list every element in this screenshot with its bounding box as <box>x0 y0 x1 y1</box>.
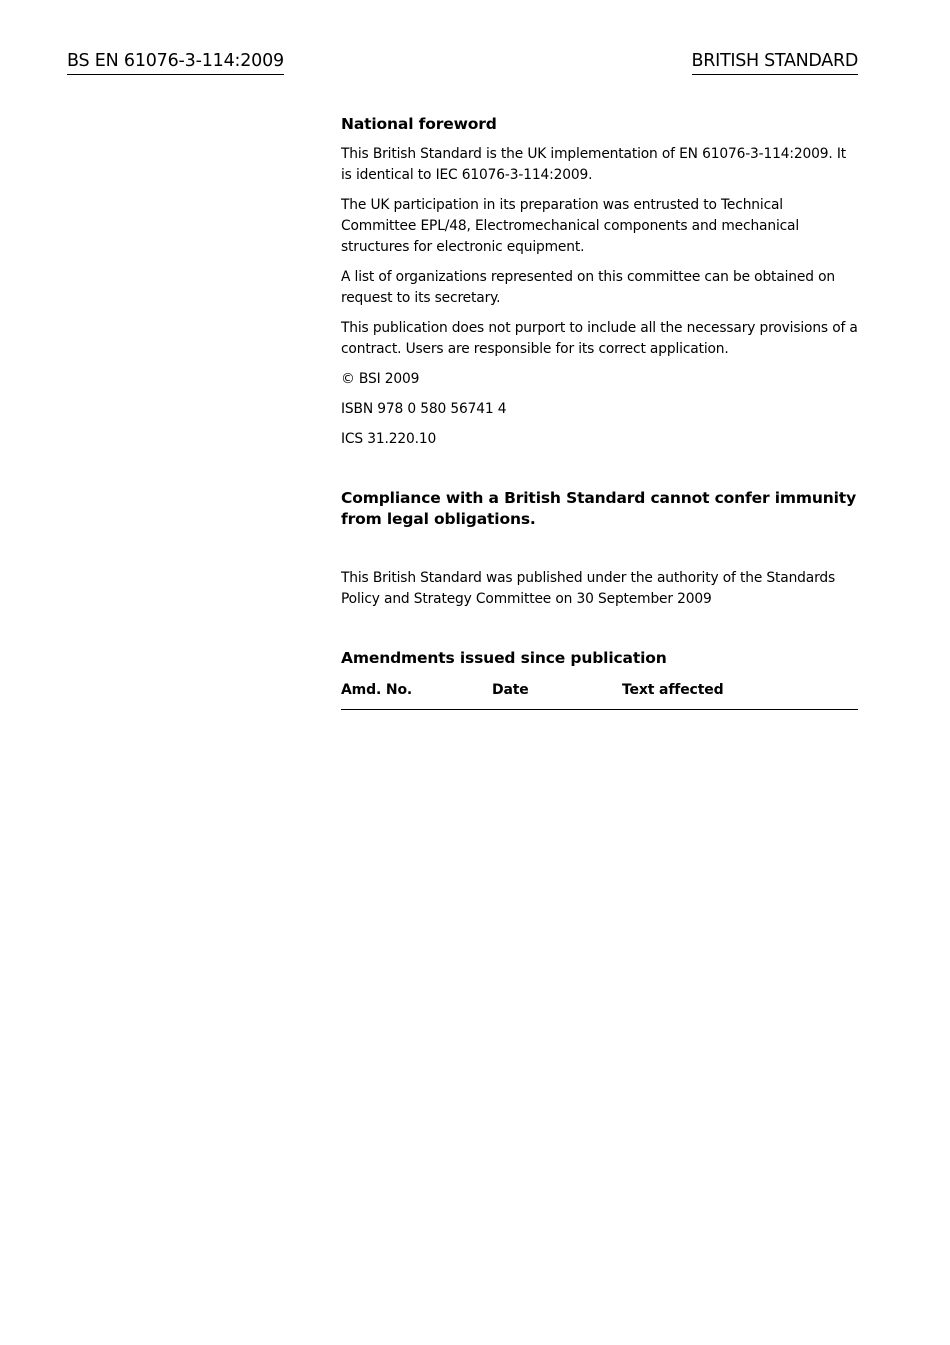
publication-note: This British Standard was published under the authority of the Standards Policy and Strategy Committee on 30 September 2009 <box>341 570 836 607</box>
amendments-heading: Amendments issued since publication <box>341 649 667 667</box>
foreword-paragraph: The UK participation in its preparation was entrusted to Technical Committee EPL/48, Electromechanical components and mechanical structures for electronic equipment. <box>341 197 800 255</box>
amendments-table <box>341 680 858 710</box>
compliance-statement: Compliance with a British Standard cannot confer immunity from legal obligations. <box>341 489 857 528</box>
column-header-date: Date <box>492 682 529 698</box>
column-header-amd-no: Amd. No. <box>341 682 413 698</box>
isbn-number: ISBN 978 0 580 56741 4 <box>341 401 507 417</box>
foreword-section <box>341 113 858 710</box>
foreword-paragraph: This British Standard is the UK implementation of EN 61076-3-114:2009. It is identical to IEC 61076-3-114:2009. <box>341 146 847 183</box>
foreword-heading: National foreword <box>341 115 497 133</box>
standard-number: BS EN 61076-3-114:2009 <box>67 50 284 75</box>
standard-type-label: BRITISH STANDARD <box>692 50 858 75</box>
foreword-paragraph: A list of organizations represented on this committee can be obtained on request to its secretary. <box>341 269 835 306</box>
copyright-notice: © BSI 2009 <box>341 371 420 387</box>
ics-code: ICS 31.220.10 <box>341 431 437 447</box>
foreword-paragraph: This publication does not purport to include all the necessary provisions of a contract. Users are responsible for its correct application. <box>341 320 858 357</box>
column-header-text-affected: Text affected <box>622 682 724 698</box>
